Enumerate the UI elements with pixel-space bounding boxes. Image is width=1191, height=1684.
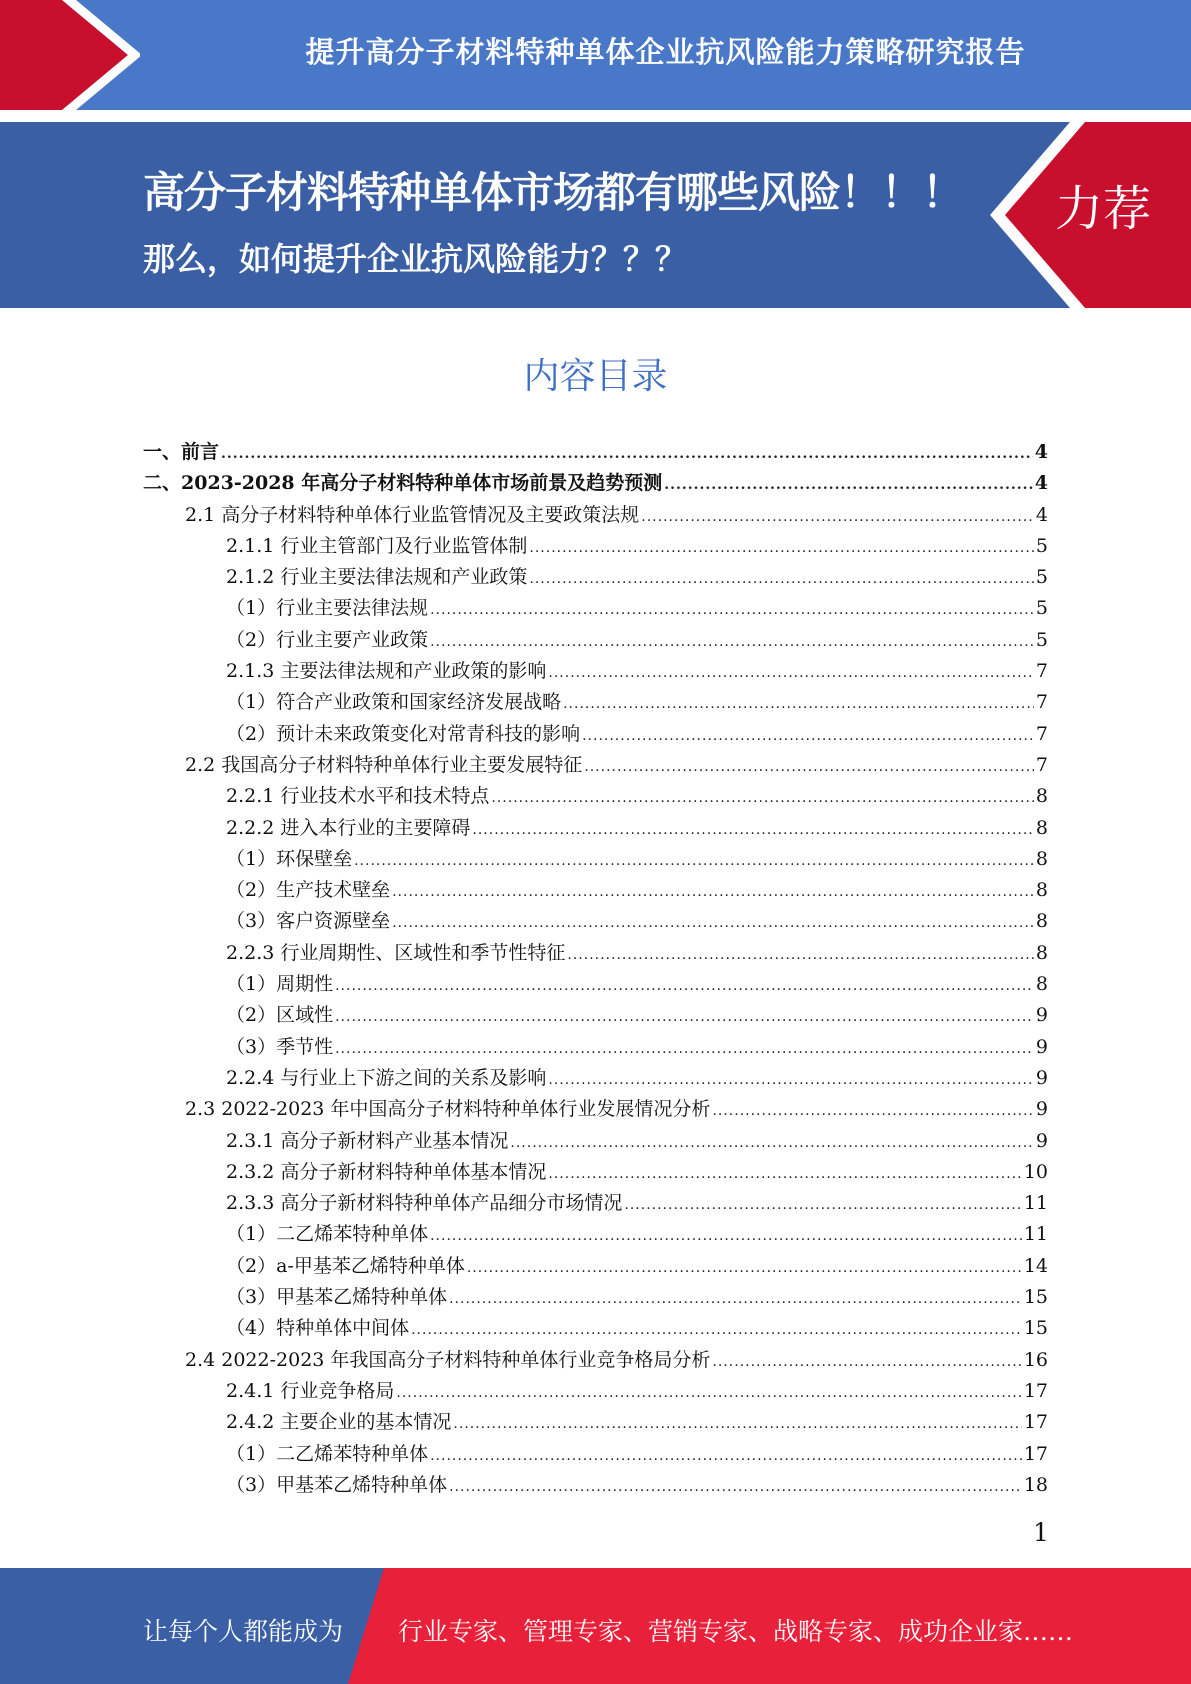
toc-entry-page: 15 <box>1023 1317 1048 1340</box>
toc-entry[interactable] <box>143 1157 1048 1188</box>
toc-leader-dots <box>467 1260 1022 1276</box>
toc-leader-dots <box>712 1354 1021 1370</box>
footer-slogan-right: 行业专家、管理专家、营销专家、战略专家、成功企业家…… <box>398 1617 1074 1646</box>
toc-entry-page: 4 <box>1034 441 1048 463</box>
toc-entry[interactable] <box>143 1094 1048 1125</box>
toc-entry-page: 17 <box>1023 1442 1048 1465</box>
toc-entry-page: 8 <box>1035 816 1048 839</box>
toc-entry[interactable] <box>143 1345 1048 1376</box>
recommend-badge: 力荐 <box>1055 181 1152 237</box>
top-red-arrow-decoration <box>0 0 140 110</box>
toc-entry[interactable] <box>143 1376 1048 1407</box>
toc-leader-dots <box>624 1197 1021 1213</box>
toc-leader-dots <box>529 571 1034 587</box>
toc-entry[interactable] <box>143 781 1048 812</box>
toc-entry-page: 17 <box>1023 1411 1048 1434</box>
toc-entry[interactable] <box>143 906 1048 937</box>
toc-entry-label: 2.3.1 高分子新材料产业基本情况 <box>226 1129 509 1152</box>
toc-entry-label: （2）生产技术壁垒 <box>226 879 391 902</box>
toc-entry-page: 4 <box>1035 503 1048 526</box>
toc-entry-page: 7 <box>1035 753 1048 776</box>
toc-leader-dots <box>335 1041 1034 1057</box>
hero-banner <box>0 122 1191 308</box>
toc-entry-page: 7 <box>1035 660 1048 683</box>
toc-entry-label: （2）行业主要产业政策 <box>226 628 429 651</box>
page-number: 1 <box>1033 1518 1049 1547</box>
toc-entry[interactable] <box>143 593 1048 624</box>
toc-leader-dots <box>584 759 1034 775</box>
toc-entry-page: 14 <box>1023 1254 1048 1277</box>
toc-entry-page: 16 <box>1023 1348 1048 1371</box>
toc-leader-dots <box>392 884 1034 900</box>
toc-entry-page: 10 <box>1023 1160 1048 1183</box>
toc-entry-page: 18 <box>1023 1473 1048 1496</box>
toc-leader-dots <box>335 1009 1034 1025</box>
toc-entry[interactable] <box>143 1439 1048 1470</box>
toc-entry-page: 7 <box>1035 722 1048 745</box>
toc-entry[interactable] <box>143 1126 1048 1157</box>
toc-entry-page: 9 <box>1035 1129 1048 1152</box>
toc-leader-dots <box>392 915 1034 931</box>
toc-entry-label: 2.2.4 与行业上下游之间的关系及影响 <box>226 1066 547 1089</box>
toc-entry[interactable] <box>143 625 1048 656</box>
toc-entry-label: （1）符合产业政策和国家经济发展战略 <box>226 691 562 714</box>
footer-slogan-left: 让每个人都能成为 <box>143 1617 344 1646</box>
toc-entry-label: （2）a-甲基苯乙烯特种单体 <box>226 1254 465 1277</box>
toc-entry-label: 2.4.1 行业竞争格局 <box>226 1379 395 1402</box>
toc-entry-page: 17 <box>1023 1379 1048 1402</box>
toc-entry-page: 4 <box>1034 472 1048 495</box>
toc-entry-page: 9 <box>1035 1035 1048 1058</box>
toc-entry-page: 5 <box>1035 566 1048 589</box>
toc-entry-label: 2.2 我国高分子材料特种单体行业主要发展特征 <box>185 753 583 776</box>
toc-entry[interactable] <box>143 437 1048 468</box>
toc-entry[interactable] <box>143 1219 1048 1250</box>
toc-entry-label: （2）区域性 <box>226 1004 334 1027</box>
toc-leader-dots <box>449 1479 1022 1495</box>
toc-leader-dots <box>548 665 1034 681</box>
toc-entry-label: 2.1.1 行业主管部门及行业监管体制 <box>226 534 528 557</box>
toc-entry-page: 8 <box>1035 879 1048 902</box>
hero-subheadline: 那么，如何提升企业抗风险能力？？？ <box>143 240 688 278</box>
toc-leader-dots <box>548 1166 1021 1182</box>
toc-entry-label: （1）二乙烯苯特种单体 <box>226 1223 429 1246</box>
toc-entry-label: 2.1.3 主要法律法规和产业政策的影响 <box>226 660 547 683</box>
toc-entry-page: 5 <box>1035 597 1048 620</box>
toc-entry[interactable] <box>143 656 1048 687</box>
toc-entry[interactable] <box>143 1063 1048 1094</box>
toc-entry[interactable] <box>143 562 1048 593</box>
toc-entry[interactable] <box>143 468 1048 499</box>
toc-leader-dots <box>664 477 1033 493</box>
toc-entry[interactable] <box>143 875 1048 906</box>
toc-entry-page: 11 <box>1023 1192 1048 1215</box>
toc-entry-label: 2.1.2 行业主要法律法规和产业政策 <box>226 566 528 589</box>
toc-entry-label: 二、2023-2028 年高分子材料特种单体市场前景及趋势预测 <box>143 472 663 495</box>
toc-entry-page: 9 <box>1035 1066 1048 1089</box>
toc-entry-label: （1）环保壁垒 <box>226 847 353 870</box>
toc-entry-label: 2.2.3 行业周期性、区域性和季节性特征 <box>226 941 566 964</box>
toc-leader-dots <box>582 728 1034 744</box>
toc-leader-dots <box>430 602 1034 618</box>
toc-entry[interactable] <box>143 1251 1048 1282</box>
toc-leader-dots <box>449 1291 1022 1307</box>
toc-entry-label: 2.4 2022-2023 年我国高分子材料特种单体行业竞争格局分析 <box>185 1348 711 1371</box>
report-title: 提升高分子材料特种单体企业抗风险能力策略研究报告 <box>305 34 1026 69</box>
toc-entry[interactable] <box>143 813 1048 844</box>
top-banner <box>0 0 1191 110</box>
toc-heading: 内容目录 <box>523 356 668 397</box>
toc-entry-label: 2.4.2 主要企业的基本情况 <box>226 1411 452 1434</box>
toc-entry[interactable] <box>143 1032 1048 1063</box>
toc-entry-label: （3）甲基苯乙烯特种单体 <box>226 1286 448 1309</box>
toc-entry-label: 2.2.1 行业技术水平和技术特点 <box>226 785 490 808</box>
toc-entry[interactable] <box>143 687 1048 718</box>
toc-leader-dots <box>563 696 1034 712</box>
toc-entry-page: 5 <box>1035 628 1048 651</box>
toc-entry-page: 8 <box>1035 910 1048 933</box>
toc-entry[interactable] <box>143 1282 1048 1313</box>
toc-entry-label: 2.2.2 进入本行业的主要障碍 <box>226 816 471 839</box>
toc-entry-label: （2）预计未来政策变化对常青科技的影响 <box>226 722 581 745</box>
toc-leader-dots <box>396 1385 1021 1401</box>
toc-entry-label: 2.3.2 高分子新材料特种单体基本情况 <box>226 1160 547 1183</box>
toc-entry-page: 8 <box>1035 785 1048 808</box>
toc-leader-dots <box>491 790 1034 806</box>
toc-entry[interactable] <box>143 938 1048 969</box>
toc-entry-label: （3）季节性 <box>226 1035 334 1058</box>
toc-entry-label: 2.1 高分子材料特种单体行业监管情况及主要政策法规 <box>185 503 640 526</box>
toc-leader-dots <box>453 1416 1021 1432</box>
toc-entry-label: （3）客户资源壁垒 <box>226 910 391 933</box>
toc-entry-label: （1）行业主要法律法规 <box>226 597 429 620</box>
toc-entry-page: 8 <box>1035 941 1048 964</box>
toc-entry[interactable] <box>143 531 1048 562</box>
toc-entry-page: 7 <box>1035 691 1048 714</box>
toc-entry[interactable] <box>143 1188 1048 1219</box>
toc-entry[interactable] <box>143 1313 1048 1344</box>
toc-entry-label: （1）周期性 <box>226 973 334 996</box>
toc-leader-dots <box>510 1135 1034 1151</box>
toc-entry-page: 8 <box>1035 973 1048 996</box>
toc-entry-page: 8 <box>1035 847 1048 870</box>
toc-entry[interactable] <box>143 500 1048 531</box>
toc-entry[interactable] <box>143 1470 1048 1501</box>
toc-leader-dots <box>411 1322 1022 1338</box>
toc-entry-page: 9 <box>1035 1004 1048 1027</box>
toc-entry[interactable] <box>143 750 1048 781</box>
toc-entry-page: 5 <box>1035 534 1048 557</box>
toc-entry[interactable] <box>143 969 1048 1000</box>
toc-entry[interactable] <box>143 1000 1048 1031</box>
toc-entry-page: 15 <box>1023 1286 1048 1309</box>
toc-entry-label: （1）二乙烯苯特种单体 <box>226 1442 429 1465</box>
toc-leader-dots <box>472 822 1034 838</box>
toc-leader-dots <box>548 1072 1034 1088</box>
toc-leader-dots <box>354 853 1034 869</box>
toc-entry[interactable] <box>143 1407 1048 1438</box>
toc-entry-label: （3）甲基苯乙烯特种单体 <box>226 1473 448 1496</box>
toc-leader-dots <box>221 446 1033 462</box>
toc-leader-dots <box>335 978 1034 994</box>
toc-leader-dots <box>567 947 1034 963</box>
toc-leader-dots <box>430 1228 1022 1244</box>
toc-entry-label: 2.3 2022-2023 年中国高分子材料特种单体行业发展情况分析 <box>185 1098 711 1121</box>
toc-entry-label: 一、前言 <box>143 441 220 463</box>
toc-entry-page: 9 <box>1035 1098 1048 1121</box>
toc-entry-label: （4）特种单体中间体 <box>226 1317 410 1340</box>
toc-leader-dots <box>641 509 1034 525</box>
toc-leader-dots <box>529 540 1034 556</box>
hero-headline: 高分子材料特种单体市场都有哪些风险！！！ <box>143 168 964 217</box>
toc-leader-dots <box>430 1448 1022 1464</box>
toc-entry-label: 2.3.3 高分子新材料特种单体产品细分市场情况 <box>226 1192 623 1215</box>
toc-leader-dots <box>712 1103 1033 1119</box>
table-of-contents <box>143 437 1048 1501</box>
toc-entry[interactable] <box>143 719 1048 750</box>
toc-entry[interactable] <box>143 844 1048 875</box>
toc-leader-dots <box>430 634 1034 650</box>
toc-entry-page: 11 <box>1023 1223 1048 1246</box>
